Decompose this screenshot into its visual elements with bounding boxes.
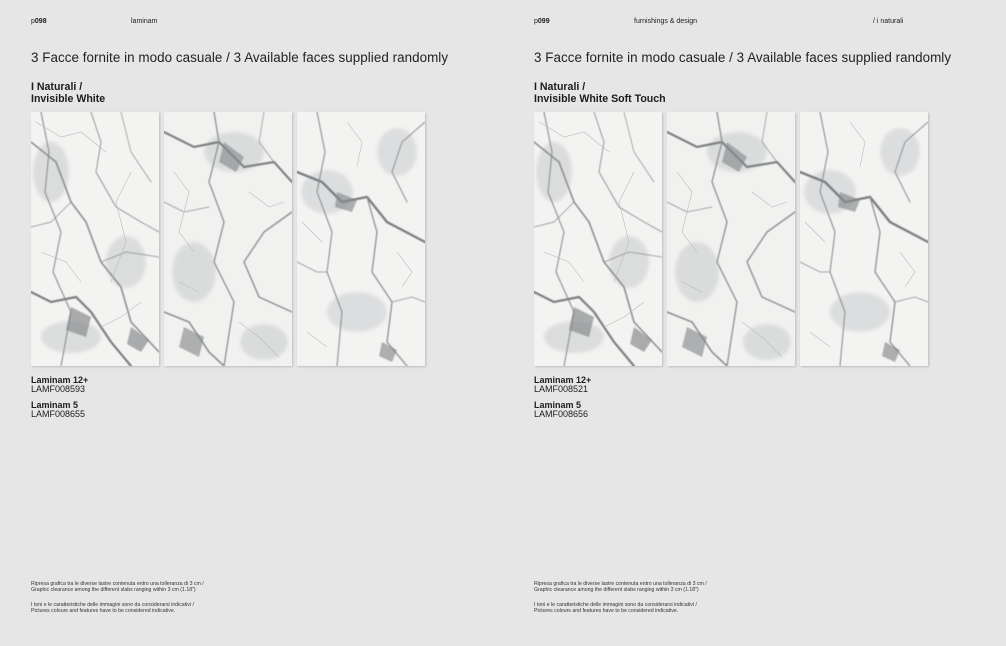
marble-slab-group — [31, 112, 425, 366]
tolerance-note: Ripresa grafica tra le diverse lastre contenuta entro una tolleranza di 3 cm / Graphic clearance among the different slabs ranging within 3 cm (1.18") — [31, 581, 204, 594]
marble-slab-face-1 — [31, 112, 159, 366]
finish-name: Invisible White Soft Touch — [534, 93, 666, 105]
page-number: p099 — [534, 18, 550, 25]
breadcrumb: / i naturali — [873, 18, 904, 25]
marble-slab-face-3 — [800, 112, 928, 366]
colour-disclaimer: I toni e le caratteristiche delle immagini sono da considerarsi indicativi / Pictures colours and features have to be considered indicative. — [31, 602, 194, 615]
marble-slab-face-2 — [667, 112, 795, 366]
marble-slab-face-1 — [534, 112, 662, 366]
colour-disclaimer: I toni e le caratteristiche delle immagini sono da considerarsi indicativi / Pictures colours and features have to be considered indicative. — [534, 602, 697, 615]
headline: 3 Facce fornite in modo casuale / 3 Available faces supplied randomly — [31, 50, 449, 65]
marble-slab-face-3 — [297, 112, 425, 366]
product-title — [31, 81, 105, 105]
product-code: LAMF008656 — [534, 409, 589, 419]
product-title — [534, 81, 666, 105]
product-entry-laminam-12: Laminam 12+ LAMF008521 — [534, 375, 592, 394]
product-entry-laminam-5: Laminam 5 LAMF008656 — [534, 400, 589, 419]
product-code: LAMF008593 — [31, 384, 86, 394]
catalog-page-right — [503, 0, 1006, 646]
marble-slab-face-2 — [164, 112, 292, 366]
headline: 3 Facce fornite in modo casuale / 3 Available faces supplied randomly — [534, 50, 952, 65]
section-label: furnishings & design — [634, 18, 698, 25]
product-code: LAMF008521 — [534, 384, 589, 394]
section-label: laminam — [131, 18, 158, 25]
collection-name: I Naturali / — [534, 81, 586, 93]
product-entry-laminam-5: Laminam 5 LAMF008655 — [31, 400, 86, 419]
tolerance-note: Ripresa grafica tra le diverse lastre contenuta entro una tolleranza di 3 cm / Graphic clearance among the different slabs ranging within 3 cm (1.18") — [534, 581, 707, 594]
product-code: LAMF008655 — [31, 409, 86, 419]
finish-name: Invisible White — [31, 93, 106, 105]
collection-name: I Naturali / — [31, 81, 83, 93]
marble-slab-group — [534, 112, 928, 366]
product-entry-laminam-12: Laminam 12+ LAMF008593 — [31, 375, 89, 394]
page-number: p098 — [31, 18, 47, 25]
